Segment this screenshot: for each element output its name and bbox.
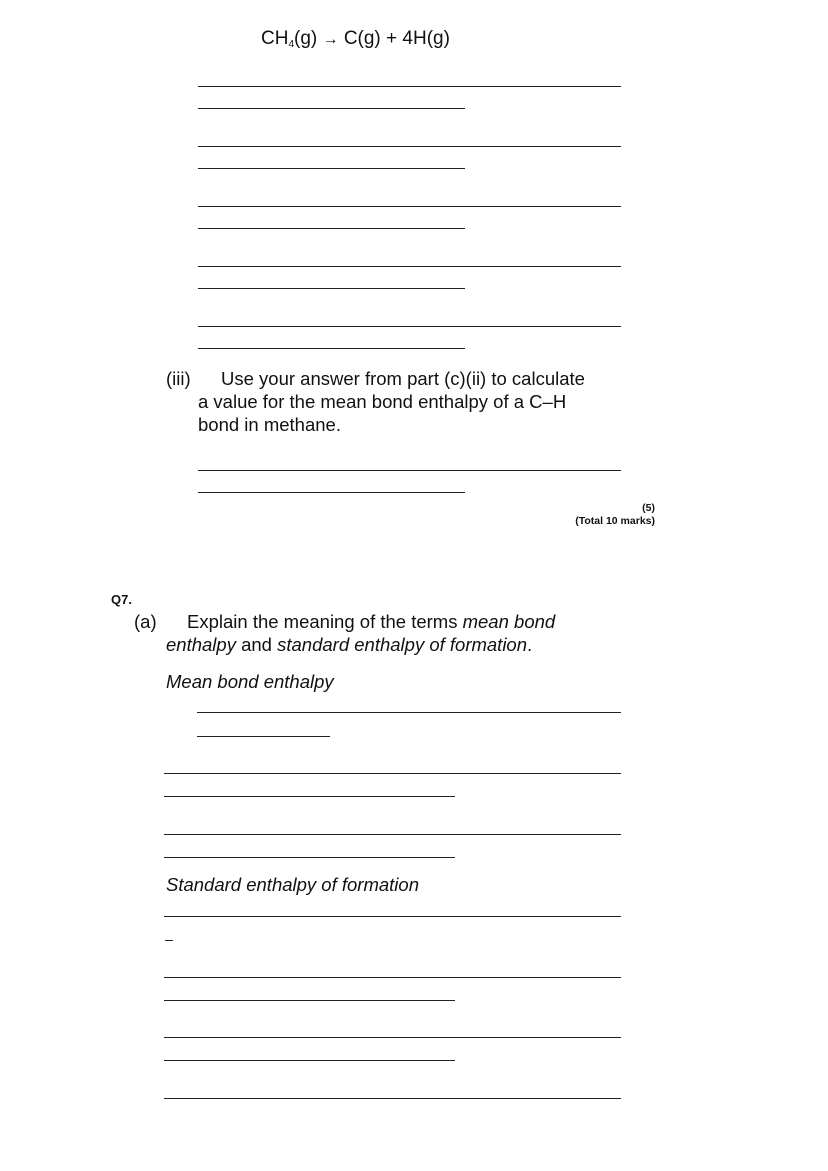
- part-iii-line3: bond in methane.: [198, 414, 341, 435]
- equation-rhs: C(g) + 4H(g): [343, 28, 450, 49]
- answer-line[interactable]: [164, 916, 621, 917]
- prompt-end: .: [527, 634, 533, 655]
- answer-line[interactable]: [198, 168, 465, 169]
- answer-line[interactable]: [198, 492, 465, 493]
- part-a-prompt-line2: [166, 633, 532, 656]
- total-marks: (Total 10 marks): [575, 515, 655, 527]
- term-mean-bond: mean bond: [462, 611, 556, 632]
- answer-line[interactable]: [198, 108, 465, 109]
- answer-line[interactable]: [198, 326, 621, 327]
- heading-mean-bond-enthalpy: Mean bond enthalpy: [166, 671, 334, 692]
- answer-line[interactable]: [164, 773, 621, 774]
- answer-line[interactable]: [164, 1037, 621, 1038]
- heading-standard-enthalpy: Standard enthalpy of formation: [166, 874, 419, 895]
- part-a-label: (a): [134, 611, 157, 632]
- answer-line[interactable]: [198, 86, 621, 87]
- term-standard-enthalpy: standard enthalpy of formation: [277, 634, 528, 655]
- answer-line[interactable]: [164, 1000, 455, 1001]
- term-enthalpy: enthalpy: [166, 634, 236, 655]
- answer-line[interactable]: [198, 146, 621, 147]
- answer-line[interactable]: [164, 796, 455, 797]
- answer-line[interactable]: [164, 834, 621, 835]
- answer-line[interactable]: [198, 348, 465, 349]
- answer-line[interactable]: [164, 857, 455, 858]
- answer-line[interactable]: [198, 266, 621, 267]
- part-iii-label: (iii): [166, 368, 191, 389]
- answer-line[interactable]: [197, 736, 330, 737]
- marks-allocation: (5): [642, 502, 655, 514]
- part-a-prompt-line1: [187, 610, 555, 633]
- prompt-mid: and: [235, 634, 278, 655]
- reaction-arrow: →: [322, 31, 339, 48]
- answer-line[interactable]: [198, 206, 621, 207]
- answer-line[interactable]: [198, 228, 465, 229]
- part-iii-line2: a value for the mean bond enthalpy of a C–H: [198, 391, 567, 412]
- answer-line-stub[interactable]: [165, 940, 173, 941]
- equation-lhs: CH: [261, 28, 289, 49]
- prompt-start: Explain the meaning of the terms: [187, 611, 463, 632]
- answer-line[interactable]: [164, 1060, 455, 1061]
- question-number: Q7.: [111, 592, 132, 607]
- equation-lhs-state: (g): [294, 28, 318, 49]
- answer-line[interactable]: [198, 470, 621, 471]
- equation-subscript: 4: [288, 39, 295, 50]
- reaction-equation: [261, 28, 450, 50]
- answer-line[interactable]: [197, 712, 621, 713]
- answer-line[interactable]: [164, 977, 621, 978]
- part-iii-line1: Use your answer from part (c)(ii) to calculate: [221, 368, 585, 389]
- answer-line[interactable]: [198, 288, 465, 289]
- answer-line[interactable]: [164, 1098, 621, 1099]
